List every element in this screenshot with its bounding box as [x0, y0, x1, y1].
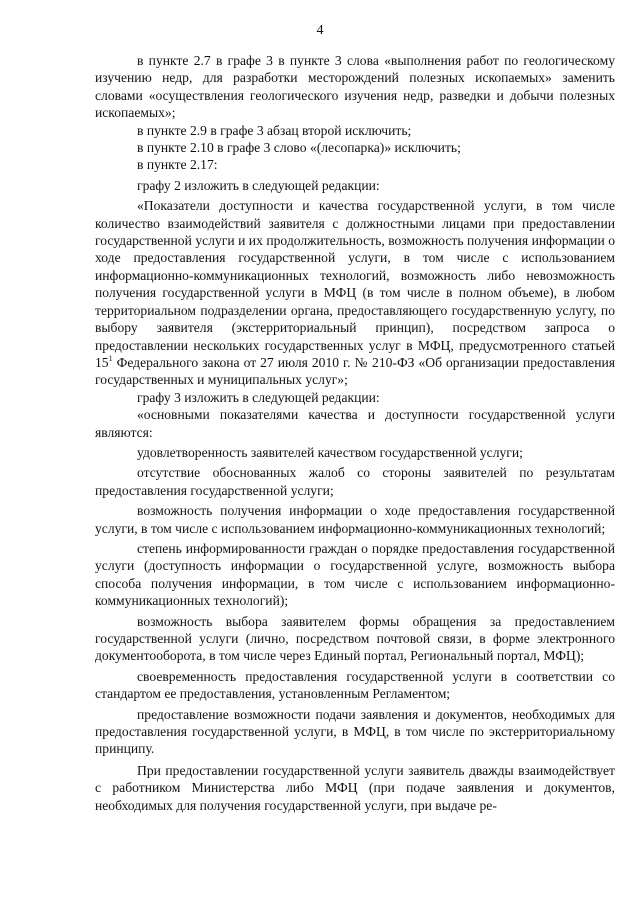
paragraph-satisfaction: удовлетворенность заявителей качеством государственной услуги;: [137, 444, 523, 460]
paragraph-column-2-text: [95, 197, 615, 388]
paragraph-column-2-text-part2: Федерального закона от 27 июля 2010 г. № 210-ФЗ «Об организации предоставления государственных и муниципальных услуг»;: [95, 354, 615, 388]
paragraph-indicators-intro: «основными показателями качества и доступности государственной услуги являются:: [95, 407, 615, 440]
paragraph-column-2-intro: графу 2 изложить в следующей редакции:: [137, 177, 380, 193]
paragraph-amend-2-17: в пункте 2.17:: [137, 157, 218, 173]
paragraph-information-access: возможность получения информации о ходе предоставления государственной услуги, в том числе с использованием информационно-коммуникационных технологий;: [95, 503, 615, 536]
paragraph-amend-2-9: в пункте 2.9 в графе 3 абзац второй исключить;: [137, 122, 412, 138]
paragraph-form-choice: возможность выбора заявителем формы обращения за предоставлением государственной услуги (лично, посредством почтовой связи, в форме электронного документооборота, в том числе через Единый портал, Региональный портал, МФЦ);: [95, 613, 615, 664]
paragraph-column-2-text-part1: «Показатели доступности и качества государственной услуги, в том числе количество взаимодействий заявителя с должностными лицами при предоставлении государственной услуги и их продолжительность, возможность получения информации о ходе предоставления государственной услуги, в том числе с использованием информационно-коммуникационных технологий, возможность либо невозможность получения государственной услуги в МФЦ (в том числе в полном объеме), в любом территориальном подразделении органа, предоставляющего государственную услугу, по выбору заявителя (экстерриториальный принцип), посредством запроса о предоставлении нескольких государственных услуг в МФЦ, предусмотренного статьей 15: [95, 198, 615, 370]
paragraph-awareness: степень информированности граждан о порядке предоставления государственной услуги (доступность информации о государственной услуге, возможность выбора способа получения информации, в том числе с использованием информационно-коммуникационных технологий);: [95, 540, 615, 609]
paragraph-interactions: При предоставлении государственной услуги заявитель дважды взаимодействует с работником Министерства либо МФЦ (при подаче заявления и документов, необходимых для получения государственной услуги, при выдаче ре-: [95, 762, 615, 813]
paragraph-column-3-intro: графу 3 изложить в следующей редакции:: [137, 389, 380, 405]
paragraph-no-complaints: отсутствие обоснованных жалоб со стороны заявителей по результатам предоставления государственной услуги;: [95, 465, 615, 498]
document-body: [95, 52, 615, 814]
page-number: 4: [316, 23, 324, 38]
paragraph-amend-2-7: в пункте 2.7 в графе 3 в пункте 3 слова «выполнения работ по геологическому изучению недр, для разработки месторождений полезных ископаемых» заменить словами «осуществления геологического изучения недр, разведки и добычи полезных ископаемых»;: [95, 53, 615, 121]
paragraph-timeliness: своевременность предоставления государственной услуги в соответствии со стандартом ее предоставления, установленным Регламентом;: [95, 668, 615, 702]
paragraph-mfc-submission: предоставление возможности подачи заявления и документов, необходимых для предоставления государственной услуги, в МФЦ, в том числе по экстерриториальному принципу.: [95, 706, 615, 757]
article-superscript: 1: [108, 353, 113, 363]
paragraph-amend-2-10: в пункте 2.10 в графе 3 слово «(лесопарка)» исключить;: [137, 140, 461, 156]
